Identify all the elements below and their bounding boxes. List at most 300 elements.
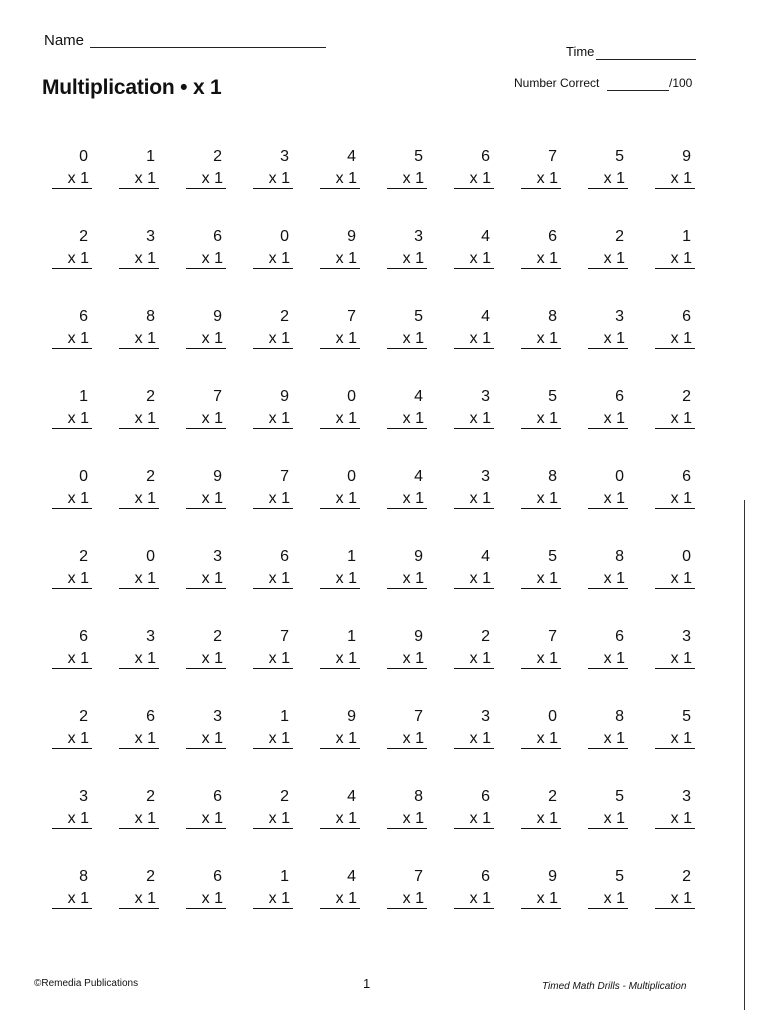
problem-top-number: 7: [280, 468, 289, 485]
problem-item: [454, 148, 494, 228]
problem-top-number: 2: [146, 468, 155, 485]
problem-item: [588, 228, 628, 308]
problem-item: [655, 308, 695, 388]
problem-top-number: 4: [347, 868, 356, 885]
name-field-line[interactable]: [90, 47, 326, 48]
problem-top-number: 9: [682, 148, 691, 165]
problem-item: [119, 388, 159, 468]
problem-top-number: 4: [347, 148, 356, 165]
number-correct-label: Number Correct: [514, 76, 600, 90]
problem-multiplier: x 1: [320, 809, 360, 829]
problem-item: [387, 788, 427, 868]
problem-top-number: 6: [682, 468, 691, 485]
problem-item: [387, 308, 427, 388]
problem-multiplier: x 1: [521, 329, 561, 349]
problem-top-number: 2: [146, 388, 155, 405]
problem-item: [588, 148, 628, 228]
problem-item: [655, 628, 695, 708]
problem-item: [588, 868, 628, 948]
problem-multiplier: x 1: [655, 409, 695, 429]
problem-multiplier: x 1: [119, 569, 159, 589]
problem-item: [52, 628, 92, 708]
problem-item: [588, 788, 628, 868]
problem-multiplier: x 1: [320, 649, 360, 669]
problem-multiplier: x 1: [186, 169, 226, 189]
problem-item: [320, 468, 360, 548]
problem-multiplier: x 1: [52, 169, 92, 189]
problem-item: [119, 868, 159, 948]
time-field-line[interactable]: [596, 59, 696, 60]
problem-top-number: 8: [548, 468, 557, 485]
problem-top-number: 7: [347, 308, 356, 325]
problem-item: [521, 868, 561, 948]
problem-item: [588, 388, 628, 468]
problem-item: [119, 788, 159, 868]
problem-top-number: 3: [146, 628, 155, 645]
problem-item: [387, 708, 427, 788]
problem-top-number: 3: [146, 228, 155, 245]
problem-top-number: 5: [414, 308, 423, 325]
problem-item: [454, 708, 494, 788]
problem-multiplier: x 1: [186, 569, 226, 589]
problem-item: [186, 628, 226, 708]
problem-top-number: 8: [615, 548, 624, 565]
problem-top-number: 0: [79, 148, 88, 165]
problem-top-number: 5: [548, 388, 557, 405]
problem-multiplier: x 1: [655, 649, 695, 669]
problem-item: [454, 308, 494, 388]
problem-item: [387, 228, 427, 308]
problem-item: [186, 788, 226, 868]
problem-multiplier: x 1: [119, 329, 159, 349]
problem-multiplier: x 1: [253, 649, 293, 669]
problem-top-number: 5: [615, 868, 624, 885]
problem-item: [253, 628, 293, 708]
problem-multiplier: x 1: [454, 489, 494, 509]
problem-top-number: 6: [615, 628, 624, 645]
problem-top-number: 6: [548, 228, 557, 245]
problem-top-number: 3: [213, 708, 222, 725]
problem-item: [655, 468, 695, 548]
problem-top-number: 4: [481, 228, 490, 245]
problem-multiplier: x 1: [588, 409, 628, 429]
problem-multiplier: x 1: [521, 489, 561, 509]
problem-top-number: 2: [79, 228, 88, 245]
problem-multiplier: x 1: [387, 329, 427, 349]
problem-multiplier: x 1: [655, 889, 695, 909]
problem-item: [454, 468, 494, 548]
problem-top-number: 6: [213, 788, 222, 805]
problem-multiplier: x 1: [588, 729, 628, 749]
problem-multiplier: x 1: [521, 409, 561, 429]
problem-top-number: 3: [682, 628, 691, 645]
problem-multiplier: x 1: [521, 809, 561, 829]
problem-item: [186, 228, 226, 308]
problem-multiplier: x 1: [119, 649, 159, 669]
copyright-notice: ©Remedia Publications: [34, 978, 139, 989]
problem-top-number: 9: [347, 708, 356, 725]
problem-top-number: 0: [548, 708, 557, 725]
problem-multiplier: x 1: [521, 569, 561, 589]
problem-multiplier: x 1: [655, 329, 695, 349]
problem-multiplier: x 1: [119, 809, 159, 829]
number-correct-field-line[interactable]: [607, 90, 669, 91]
problem-top-number: 7: [280, 628, 289, 645]
problem-multiplier: x 1: [253, 729, 293, 749]
problem-item: [521, 308, 561, 388]
problem-top-number: 2: [481, 628, 490, 645]
problem-item: [253, 148, 293, 228]
problem-multiplier: x 1: [454, 329, 494, 349]
problem-top-number: 6: [146, 708, 155, 725]
problem-multiplier: x 1: [186, 889, 226, 909]
problem-multiplier: x 1: [119, 729, 159, 749]
problem-top-number: 0: [280, 228, 289, 245]
problem-top-number: 2: [280, 788, 289, 805]
problem-top-number: 6: [213, 868, 222, 885]
problem-item: [655, 148, 695, 228]
problem-multiplier: x 1: [253, 809, 293, 829]
problem-item: [454, 548, 494, 628]
problem-multiplier: x 1: [52, 809, 92, 829]
problem-multiplier: x 1: [387, 809, 427, 829]
problem-multiplier: x 1: [588, 249, 628, 269]
problem-item: [119, 308, 159, 388]
problem-multiplier: x 1: [253, 249, 293, 269]
problem-top-number: 3: [414, 228, 423, 245]
problem-item: [454, 228, 494, 308]
problem-top-number: 6: [481, 148, 490, 165]
problem-multiplier: x 1: [454, 889, 494, 909]
problem-top-number: 4: [414, 468, 423, 485]
problem-item: [655, 788, 695, 868]
problem-top-number: 3: [213, 548, 222, 565]
problem-multiplier: x 1: [186, 729, 226, 749]
problem-item: [186, 548, 226, 628]
problem-item: [588, 468, 628, 548]
problem-multiplier: x 1: [521, 649, 561, 669]
number-correct-total: /100: [669, 76, 693, 90]
problem-top-number: 1: [347, 548, 356, 565]
problem-top-number: 8: [414, 788, 423, 805]
problem-item: [588, 308, 628, 388]
problem-item: [454, 628, 494, 708]
problem-item: [387, 468, 427, 548]
problem-top-number: 5: [615, 788, 624, 805]
problem-multiplier: x 1: [119, 889, 159, 909]
problem-multiplier: x 1: [253, 409, 293, 429]
problem-multiplier: x 1: [253, 889, 293, 909]
problem-multiplier: x 1: [52, 889, 92, 909]
problem-top-number: 5: [548, 548, 557, 565]
problem-top-number: 7: [213, 388, 222, 405]
problem-top-number: 0: [615, 468, 624, 485]
problem-multiplier: x 1: [52, 649, 92, 669]
problem-top-number: 3: [682, 788, 691, 805]
book-title: Timed Math Drills - Multiplication: [542, 981, 687, 992]
problem-multiplier: x 1: [655, 249, 695, 269]
problem-top-number: 5: [615, 148, 624, 165]
problem-item: [387, 548, 427, 628]
problem-top-number: 2: [213, 148, 222, 165]
problem-item: [320, 788, 360, 868]
problem-top-number: 2: [682, 388, 691, 405]
problem-multiplier: x 1: [655, 169, 695, 189]
problem-item: [320, 228, 360, 308]
problem-item: [253, 788, 293, 868]
problem-top-number: 1: [146, 148, 155, 165]
problem-multiplier: x 1: [253, 569, 293, 589]
problem-top-number: 3: [481, 468, 490, 485]
problem-item: [52, 388, 92, 468]
problem-item: [186, 868, 226, 948]
problem-multiplier: x 1: [320, 569, 360, 589]
problem-top-number: 7: [548, 628, 557, 645]
problem-item: [253, 868, 293, 948]
problem-top-number: 2: [213, 628, 222, 645]
problem-top-number: 3: [79, 788, 88, 805]
problem-top-number: 6: [481, 788, 490, 805]
problem-top-number: 8: [548, 308, 557, 325]
problem-top-number: 6: [280, 548, 289, 565]
problem-item: [320, 708, 360, 788]
problem-top-number: 0: [79, 468, 88, 485]
problem-item: [521, 788, 561, 868]
problem-item: [52, 788, 92, 868]
problem-top-number: 0: [347, 468, 356, 485]
problem-item: [253, 708, 293, 788]
problem-top-number: 3: [280, 148, 289, 165]
problem-top-number: 1: [79, 388, 88, 405]
problem-multiplier: x 1: [320, 169, 360, 189]
problem-top-number: 2: [146, 788, 155, 805]
problem-multiplier: x 1: [186, 809, 226, 829]
problem-multiplier: x 1: [521, 249, 561, 269]
problem-top-number: 2: [79, 708, 88, 725]
page-title: Multiplication • x 1: [42, 76, 222, 99]
problem-multiplier: x 1: [521, 729, 561, 749]
problem-top-number: 6: [481, 868, 490, 885]
problem-top-number: 4: [481, 548, 490, 565]
problem-item: [387, 148, 427, 228]
problem-top-number: 2: [146, 868, 155, 885]
problem-item: [186, 308, 226, 388]
problem-item: [253, 548, 293, 628]
problem-multiplier: x 1: [320, 889, 360, 909]
problem-top-number: 7: [548, 148, 557, 165]
problem-multiplier: x 1: [320, 249, 360, 269]
problem-multiplier: x 1: [521, 169, 561, 189]
problem-top-number: 9: [213, 468, 222, 485]
problem-top-number: 5: [414, 148, 423, 165]
problem-item: [52, 228, 92, 308]
problem-top-number: 3: [481, 708, 490, 725]
problem-item: [320, 308, 360, 388]
problem-item: [52, 708, 92, 788]
problem-multiplier: x 1: [454, 649, 494, 669]
problem-multiplier: x 1: [253, 329, 293, 349]
problem-item: [119, 468, 159, 548]
problem-top-number: 7: [414, 708, 423, 725]
problem-item: [588, 628, 628, 708]
problem-top-number: 8: [146, 308, 155, 325]
time-label: Time: [566, 44, 595, 59]
problem-multiplier: x 1: [454, 809, 494, 829]
problem-top-number: 6: [682, 308, 691, 325]
problem-grid: [40, 148, 710, 948]
problem-item: [320, 148, 360, 228]
problem-item: [253, 308, 293, 388]
problem-item: [119, 228, 159, 308]
problem-multiplier: x 1: [521, 889, 561, 909]
problem-item: [52, 308, 92, 388]
problem-item: [387, 628, 427, 708]
problem-top-number: 0: [347, 388, 356, 405]
problem-multiplier: x 1: [119, 249, 159, 269]
problem-top-number: 6: [79, 308, 88, 325]
problem-multiplier: x 1: [588, 809, 628, 829]
problem-multiplier: x 1: [52, 329, 92, 349]
problem-multiplier: x 1: [119, 489, 159, 509]
problem-multiplier: x 1: [320, 329, 360, 349]
problem-top-number: 1: [682, 228, 691, 245]
problem-multiplier: x 1: [52, 569, 92, 589]
problem-multiplier: x 1: [387, 729, 427, 749]
problem-multiplier: x 1: [186, 249, 226, 269]
problem-multiplier: x 1: [52, 409, 92, 429]
problem-top-number: 8: [79, 868, 88, 885]
name-label: Name: [44, 32, 85, 49]
problem-multiplier: x 1: [588, 889, 628, 909]
problem-multiplier: x 1: [119, 169, 159, 189]
problem-top-number: 2: [280, 308, 289, 325]
problem-item: [253, 388, 293, 468]
problem-top-number: 9: [213, 308, 222, 325]
problem-item: [454, 788, 494, 868]
problem-multiplier: x 1: [387, 169, 427, 189]
problem-multiplier: x 1: [253, 489, 293, 509]
problem-top-number: 9: [280, 388, 289, 405]
problem-multiplier: x 1: [387, 249, 427, 269]
problem-top-number: 2: [548, 788, 557, 805]
problem-item: [655, 708, 695, 788]
problem-multiplier: x 1: [186, 409, 226, 429]
problem-item: [119, 148, 159, 228]
problem-multiplier: x 1: [253, 169, 293, 189]
problem-top-number: 1: [280, 868, 289, 885]
problem-top-number: 6: [213, 228, 222, 245]
problem-multiplier: x 1: [387, 889, 427, 909]
page-number: 1: [363, 976, 371, 991]
problem-item: [320, 868, 360, 948]
problem-item: [521, 228, 561, 308]
problem-multiplier: x 1: [320, 729, 360, 749]
problem-item: [253, 228, 293, 308]
problem-item: [52, 548, 92, 628]
problem-multiplier: x 1: [588, 569, 628, 589]
problem-top-number: 4: [414, 388, 423, 405]
problem-top-number: 2: [79, 548, 88, 565]
problem-item: [186, 388, 226, 468]
problem-item: [588, 708, 628, 788]
problem-item: [320, 388, 360, 468]
problem-item: [655, 868, 695, 948]
problem-multiplier: x 1: [588, 329, 628, 349]
problem-multiplier: x 1: [387, 649, 427, 669]
problem-item: [52, 468, 92, 548]
problem-top-number: 9: [548, 868, 557, 885]
problem-item: [521, 628, 561, 708]
problem-top-number: 3: [615, 308, 624, 325]
problem-multiplier: x 1: [454, 409, 494, 429]
problem-top-number: 8: [615, 708, 624, 725]
problem-item: [186, 468, 226, 548]
problem-item: [655, 548, 695, 628]
problem-multiplier: x 1: [655, 489, 695, 509]
problem-item: [186, 148, 226, 228]
problem-item: [387, 868, 427, 948]
problem-multiplier: x 1: [588, 489, 628, 509]
problem-top-number: 1: [280, 708, 289, 725]
problem-item: [454, 868, 494, 948]
problem-multiplier: x 1: [588, 169, 628, 189]
problem-item: [119, 628, 159, 708]
problem-top-number: 6: [615, 388, 624, 405]
problem-multiplier: x 1: [655, 729, 695, 749]
problem-multiplier: x 1: [588, 649, 628, 669]
problem-multiplier: x 1: [186, 329, 226, 349]
problem-multiplier: x 1: [186, 489, 226, 509]
problem-item: [52, 868, 92, 948]
problem-top-number: 4: [481, 308, 490, 325]
problem-top-number: 0: [146, 548, 155, 565]
problem-multiplier: x 1: [655, 809, 695, 829]
problem-item: [52, 148, 92, 228]
problem-multiplier: x 1: [52, 489, 92, 509]
problem-item: [454, 388, 494, 468]
scan-edge-line: [744, 500, 745, 1010]
problem-multiplier: x 1: [454, 249, 494, 269]
problem-multiplier: x 1: [320, 489, 360, 509]
problem-top-number: 9: [414, 548, 423, 565]
problem-top-number: 7: [414, 868, 423, 885]
problem-item: [186, 708, 226, 788]
problem-multiplier: x 1: [387, 569, 427, 589]
problem-item: [521, 708, 561, 788]
problem-multiplier: x 1: [52, 249, 92, 269]
problem-item: [320, 628, 360, 708]
problem-item: [320, 548, 360, 628]
problem-multiplier: x 1: [387, 409, 427, 429]
problem-multiplier: x 1: [320, 409, 360, 429]
problem-top-number: 1: [347, 628, 356, 645]
problem-multiplier: x 1: [454, 569, 494, 589]
problem-top-number: 9: [347, 228, 356, 245]
problem-item: [521, 148, 561, 228]
problem-item: [655, 388, 695, 468]
problem-top-number: 6: [79, 628, 88, 645]
problem-item: [119, 708, 159, 788]
problem-item: [387, 388, 427, 468]
problem-top-number: 4: [347, 788, 356, 805]
problem-multiplier: x 1: [387, 489, 427, 509]
problem-item: [588, 548, 628, 628]
problem-top-number: 5: [682, 708, 691, 725]
problem-item: [521, 548, 561, 628]
problem-item: [253, 468, 293, 548]
problem-top-number: 2: [682, 868, 691, 885]
problem-item: [655, 228, 695, 308]
